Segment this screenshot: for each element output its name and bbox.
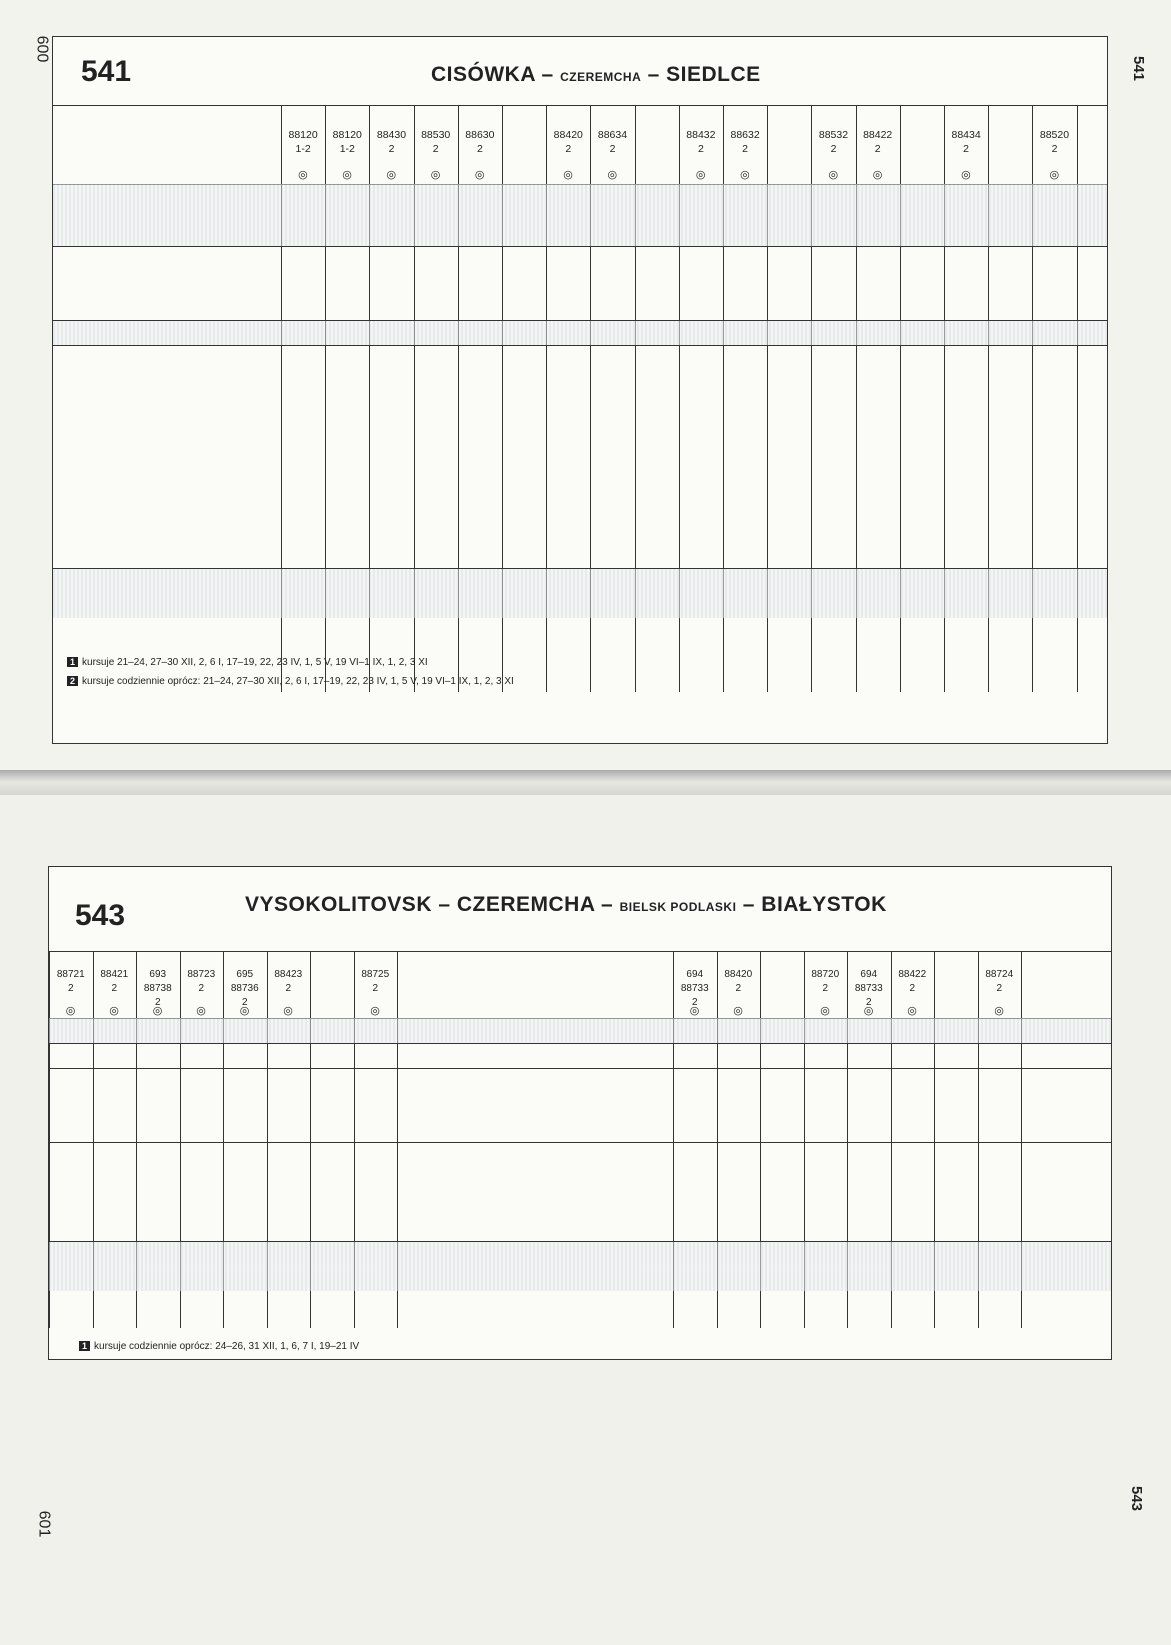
- route-title-middle: BIELSK PODLASKI: [619, 900, 737, 914]
- train-class: 2: [742, 143, 749, 155]
- train-class: 2: [865, 997, 872, 1008]
- train-header: [267, 968, 311, 996]
- train-number: 88632: [730, 129, 760, 141]
- train-header: [546, 128, 590, 156]
- services-icon: ◎: [961, 169, 971, 181]
- services-icon: ◎: [607, 169, 618, 181]
- timetable-541: [53, 105, 1107, 692]
- route-title-end: – BIAŁYSTOK: [742, 893, 887, 916]
- services-icon: ◎: [386, 169, 397, 181]
- route-title-end: – SIEDLCE: [647, 63, 761, 86]
- train-number: 88434: [951, 129, 981, 141]
- services-icon: ◎: [298, 169, 308, 181]
- route-title-middle: CZEREMCHA: [560, 70, 642, 84]
- train-number: 88432: [686, 129, 716, 141]
- train-header: [811, 128, 855, 156]
- services-icon: ◎: [370, 1005, 380, 1017]
- services-icon: ◎: [1049, 169, 1060, 181]
- table-543-frame: [48, 866, 1112, 1360]
- shaded-band: [49, 1241, 1111, 1291]
- train-number: 88422: [898, 969, 927, 980]
- train-number: 88120: [332, 129, 362, 141]
- page-table-number-543: 543: [1128, 1485, 1146, 1512]
- train-number: 88724: [985, 969, 1014, 980]
- train-class: 2: [822, 983, 829, 994]
- train-number: 694 88733: [854, 969, 883, 994]
- train-number: 88422: [863, 129, 893, 141]
- train-number: 88634: [597, 129, 628, 141]
- services-icon: ◎: [695, 169, 706, 181]
- train-class: 1-2: [295, 143, 311, 155]
- train-header: [180, 968, 224, 996]
- services-icon: ◎: [196, 1005, 206, 1017]
- services-icon: ◎: [563, 169, 573, 181]
- page-number-601: 601: [35, 1510, 53, 1538]
- train-number: 88430: [376, 129, 407, 141]
- train-class: 2: [565, 143, 572, 155]
- section-divider: [53, 320, 1107, 321]
- train-class: 2: [198, 983, 205, 994]
- train-class: 2: [996, 983, 1003, 994]
- route-title-start: CISÓWKA –: [431, 63, 554, 86]
- train-header: [590, 128, 634, 156]
- route-title: [431, 63, 761, 87]
- train-class: 2: [697, 143, 704, 155]
- train-number: 88630: [465, 129, 495, 141]
- shaded-band: [49, 1018, 1111, 1043]
- footnote-2-text: kursuje codziennie oprócz: 21–24, 27–30 XII, 2, 6 I, 17–19, 22, 23 IV, 1, 5 V, 19 VI–1 IX, 1, 2, 3 XI: [82, 676, 514, 687]
- shaded-band: [53, 568, 1107, 618]
- services-icon: ◎: [239, 1005, 250, 1017]
- train-class: 2: [909, 983, 916, 994]
- train-header: [325, 128, 369, 156]
- footnote-1-text: kursuje codziennie oprócz: 24–26, 31 XII, 1, 6, 7 I, 19–21 IV: [94, 1341, 360, 1352]
- footnote-2: [67, 676, 514, 687]
- train-class: 2: [476, 143, 483, 155]
- services-icon: ◎: [820, 1005, 830, 1017]
- train-number: 88423: [274, 969, 303, 980]
- train-number: 695 88736: [230, 969, 259, 994]
- train-header: [944, 128, 988, 156]
- footnote-1: [79, 1341, 359, 1352]
- page-table-number-541: 541: [1130, 55, 1148, 82]
- train-class: 2: [691, 997, 698, 1008]
- shaded-band: [53, 184, 1107, 246]
- timetable-543: [49, 951, 1111, 1328]
- table-541-frame: [52, 36, 1108, 744]
- train-number: 88421: [100, 969, 129, 980]
- train-number: 88120: [288, 129, 318, 141]
- train-header: [723, 128, 767, 156]
- train-header: [369, 128, 413, 156]
- train-header: [1032, 128, 1076, 156]
- footnote-1: [67, 657, 428, 668]
- services-icon: ◎: [65, 1005, 76, 1017]
- services-icon: ◎: [474, 169, 485, 181]
- section-divider: [49, 1241, 1111, 1242]
- footnote-1-text: kursuje 21–24, 27–30 XII, 2, 6 I, 17–19, 22, 23 IV, 1, 5 V, 19 VI–1 IX, 1, 2, 3 XI: [82, 657, 428, 668]
- train-number: 693 88738: [143, 969, 172, 994]
- section-divider: [49, 1142, 1111, 1143]
- route-title: [245, 893, 887, 917]
- route-number: 543: [75, 899, 126, 932]
- train-header: [856, 128, 900, 156]
- train-class: 2: [735, 983, 742, 994]
- page-number-600: 600: [33, 35, 51, 63]
- services-icon: ◎: [907, 1005, 917, 1017]
- train-header: [414, 128, 458, 156]
- train-class: 2: [388, 143, 395, 155]
- train-class: 2: [67, 983, 74, 994]
- section-divider: [53, 568, 1107, 569]
- train-class: 2: [432, 143, 439, 155]
- train-number: 88720: [811, 969, 840, 980]
- train-header: [281, 128, 325, 156]
- services-icon: ◎: [689, 1005, 700, 1017]
- train-number: 88520: [1039, 129, 1070, 141]
- train-header: [891, 968, 935, 996]
- services-icon: ◎: [283, 1005, 293, 1017]
- train-number: 88532: [818, 129, 849, 141]
- section-divider: [53, 246, 1107, 247]
- route-number: 541: [81, 55, 132, 88]
- train-header: [804, 968, 848, 996]
- train-header: [717, 968, 761, 996]
- services-icon: ◎: [872, 169, 883, 181]
- train-class: 2: [874, 143, 881, 155]
- train-number: 88420: [553, 129, 583, 141]
- services-icon: ◎: [342, 169, 352, 181]
- train-number: 88721: [56, 969, 85, 980]
- services-icon: ◎: [863, 1005, 874, 1017]
- services-icon: ◎: [109, 1005, 119, 1017]
- services-icon: ◎: [430, 169, 441, 181]
- services-icon: ◎: [828, 169, 839, 181]
- train-class: 2: [963, 143, 970, 155]
- train-header: [354, 968, 398, 996]
- train-class: 2: [285, 983, 292, 994]
- train-class: 2: [154, 997, 161, 1008]
- train-class: 2: [241, 997, 248, 1008]
- services-icon: ◎: [733, 1005, 743, 1017]
- train-number: 88420: [724, 969, 753, 980]
- train-header: [679, 128, 723, 156]
- footnote-1-tag: 1: [67, 657, 78, 667]
- footnote-2-tag: 2: [67, 676, 78, 686]
- train-header: [978, 968, 1022, 996]
- route-title-start: VYSOKOLITOVSK – CZEREMCHA –: [245, 893, 614, 916]
- train-header: [49, 968, 93, 996]
- train-number: 88530: [421, 129, 451, 141]
- train-class: 2: [1051, 143, 1058, 155]
- train-class: 2: [609, 143, 616, 155]
- train-class: 2: [830, 143, 837, 155]
- services-icon: ◎: [152, 1005, 163, 1017]
- train-header: [458, 128, 502, 156]
- shaded-band: [53, 320, 1107, 345]
- train-class: 2: [372, 983, 379, 994]
- train-number: 694 88733: [680, 969, 709, 994]
- train-header: [93, 968, 137, 996]
- section-divider: [49, 1068, 1111, 1069]
- train-number: 88723: [187, 969, 216, 980]
- section-divider: [53, 345, 1107, 346]
- footnote-1-tag: 1: [79, 1341, 90, 1351]
- train-number: 88725: [361, 969, 390, 980]
- section-divider: [49, 1043, 1111, 1044]
- train-class: 2: [111, 983, 118, 994]
- services-icon: ◎: [740, 169, 750, 181]
- train-class: 1-2: [339, 143, 355, 155]
- services-icon: ◎: [994, 1005, 1004, 1017]
